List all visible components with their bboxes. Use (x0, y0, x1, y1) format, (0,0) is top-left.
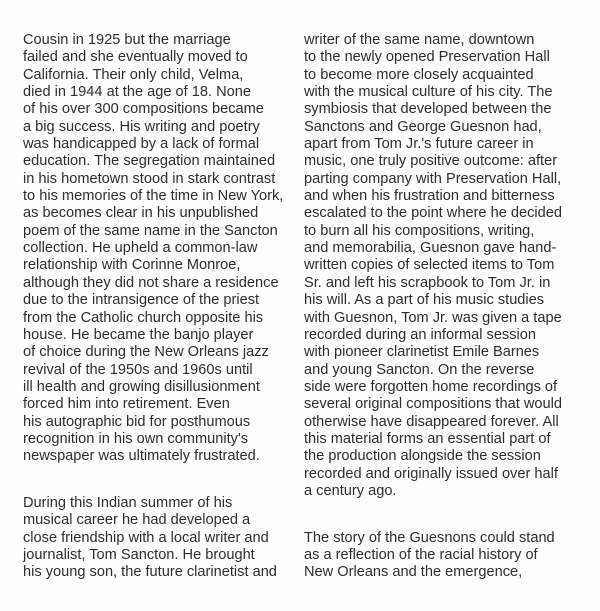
text-line: collection. He upheld a common-law (23, 240, 258, 257)
text-line: with the musical culture of his city. The (304, 84, 553, 101)
text-line: his will. As a part of his music studies (304, 292, 545, 309)
text-line: as becomes clear in his unpublished (23, 205, 259, 222)
text-line: a big success. His writing and poetry (23, 118, 260, 135)
text-line: During this Indian summer of his (23, 495, 233, 512)
text-line: although they did not share a residence (23, 274, 279, 291)
text-line: of his over 300 compositions became (23, 101, 264, 118)
text-line: California. Their only child, Velma, (23, 66, 244, 83)
text-line: recorded and originally issued over half (304, 465, 558, 482)
text-line: journalist, Tom Sancton. He brought (23, 547, 255, 564)
paragraph (23, 495, 298, 582)
text-line: close friendship with a local writer and (23, 529, 269, 546)
text-line: Sanctons and George Guesnon had, (304, 118, 542, 135)
text-line: with pioneer clarinetist Emile Barnes (304, 344, 540, 361)
text-line: house. He became the banjo player (23, 326, 254, 343)
text-line: writer of the same name, downtown (304, 32, 535, 48)
text-line: forced him into retirement. Even (23, 396, 230, 413)
text-line: to burn all his compositions, writing, (304, 222, 535, 239)
text-line: to his memories of the time in New York, (23, 188, 284, 205)
text-line: recognition in his own community's (23, 430, 249, 447)
text-line: Cousin in 1925 but the marriage (23, 32, 231, 48)
text-line: ill health and growing disillusionment (23, 378, 260, 395)
text-line: died in 1944 at the age of 18. None (23, 84, 252, 101)
text-line: side were forgotten home recordings of (304, 378, 558, 395)
text-line: of choice during the New Orleans jazz (23, 344, 269, 361)
text-line: written copies of selected items to Tom (304, 257, 555, 274)
text-line: apart from Tom Jr.'s future career in (304, 136, 534, 153)
text-line: parting company with Preservation Hall, (304, 170, 562, 187)
text-line: to become more closely acquainted (304, 66, 534, 83)
text-line: his young son, the future clarinetist and (23, 564, 277, 581)
text-line: relationship with Corinne Monroe, (23, 257, 241, 274)
text-line: this material forms an essential part of (304, 430, 551, 447)
text-line: otherwise have disappeared forever. All (304, 413, 559, 430)
text-line: escalated to the point where he decided (304, 205, 563, 222)
text-line: Sr. and left his scrapbook to Tom Jr. in (304, 274, 551, 291)
text-line: due to the intransigence of the priest (23, 292, 260, 309)
text-line: revival of the 1950s and 1960s until (23, 361, 253, 378)
left-column (23, 32, 298, 611)
text-line: as a reflection of the racial history of (304, 547, 538, 564)
text-line: recorded during an informal session (304, 326, 537, 343)
text-line: was handicapped by a lack of formal (23, 136, 260, 153)
text-line: the production alongside the session (304, 448, 541, 465)
text-line: and young Sancton. On the reverse (304, 361, 535, 378)
text-line: poem of the same name in the Sancton (23, 222, 278, 239)
text-line: symbiosis that developed between the (304, 101, 552, 118)
text-line: failed and she eventually moved to (23, 49, 248, 66)
text-line: musical career he had developed a (23, 512, 251, 529)
text-line: and memorabilia, Guesnon gave hand- (304, 240, 557, 257)
text-line: to the newly opened Preservation Hall (304, 49, 550, 66)
text-line: several original compositions that would (304, 396, 562, 413)
text-line: his autographic bid for posthumous (23, 413, 251, 430)
text-line: and when his frustration and bitterness (304, 188, 555, 205)
paragraph (23, 32, 298, 466)
text-line: New Orleans and the emergence, (304, 564, 523, 581)
right-column (304, 32, 594, 611)
text-line: newspaper was ultimately frustrated. (23, 448, 260, 465)
text-line: from the Catholic church opposite his (23, 309, 264, 326)
text-line: music, one truly positive outcome: after (304, 153, 558, 170)
paragraph (304, 530, 594, 582)
text-line: a century ago. (304, 482, 397, 499)
text-line: in his hometown stood in stark contrast (23, 170, 276, 187)
text-line: education. The segregation maintained (23, 153, 276, 170)
text-line: with Guesnon, Tom Jr. was given a tape (304, 309, 562, 326)
text-line: The story of the Guesnons could stand (304, 529, 555, 546)
paragraph (304, 32, 594, 500)
